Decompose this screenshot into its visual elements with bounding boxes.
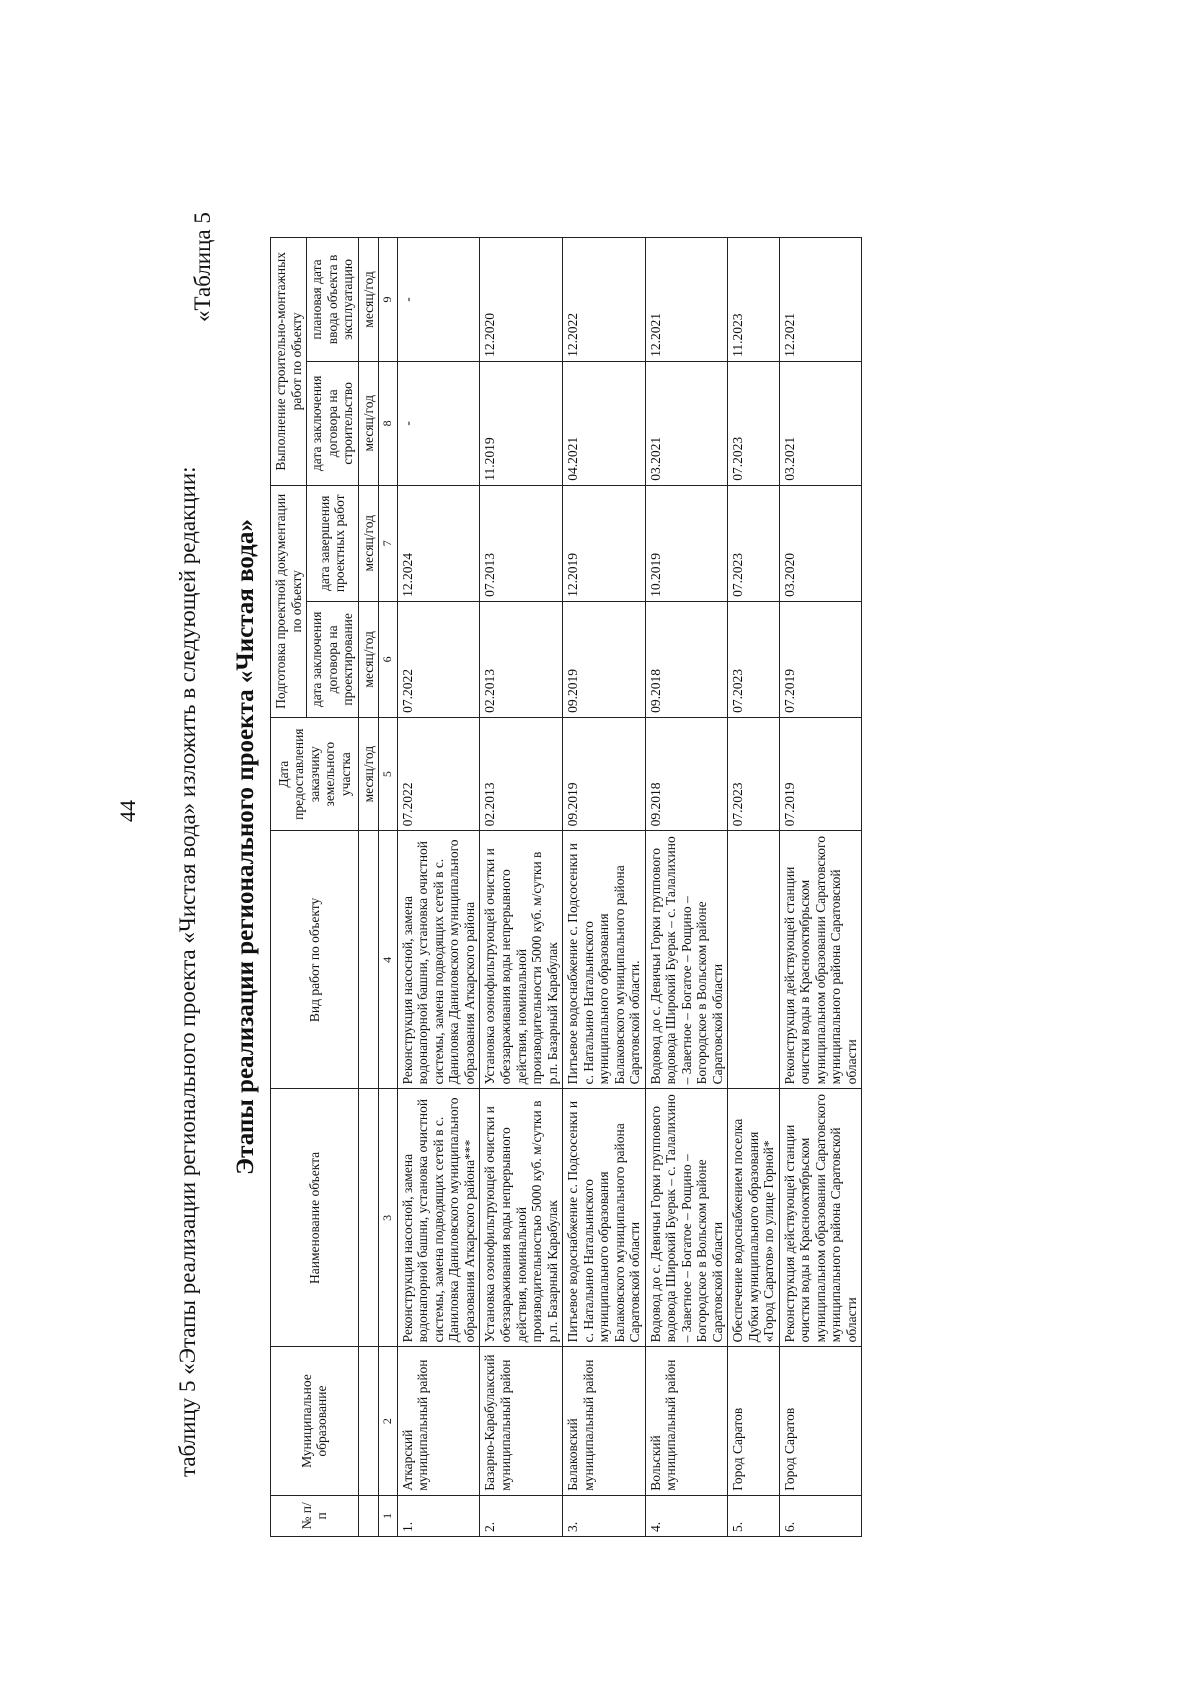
construction-contract-cell: 03.2021 [645, 361, 728, 485]
object-name-cell: Реконструкция насосной, замена водонапорной башни, установка очистной системы, замена подводящих сетей в с. Даниловка Даниловского муниципального образования Аткарского района*** [397, 1089, 480, 1347]
unit-cell: месяц/год [358, 361, 379, 485]
object-name-cell: Водовод до с. Девичьи Горки группового водовода Широкий Буерак – с. Талалихино – Заветное – Богатое – Рощино – Богородское в Вольском районе Саратовской области [645, 1089, 728, 1347]
work-type-cell: Реконструкция действующей станции очистки воды в Краснооктябрьском муниципальном образовании Саратовского муниципального района Саратовской области [779, 831, 862, 1089]
work-type-cell: Установка озонофильтрующей очистки и обеззараживания воды непрерывного действия, номинальной производительности 5000 куб. м/сутки в р.п. Базарный Карабулак [480, 831, 563, 1089]
object-name-cell: Установка озонофильтрующей очистки и обеззараживания воды непрерывного действия, номинальной производительностью 5000 куб. м/сутки в р.п. Базарный Карабулак [480, 1089, 563, 1347]
column-number: 5 [379, 717, 398, 831]
table-row [563, 238, 646, 1537]
land-date-cell: 09.2018 [645, 717, 728, 831]
design-contract-cell: 09.2018 [645, 601, 728, 717]
table-row [645, 238, 728, 1537]
stages-table [270, 237, 862, 1537]
municipality-cell: Базарно-Карабулакский муниципальный район [480, 1347, 563, 1495]
header-land-date: Дата предоставления заказчику земельного участка [271, 717, 359, 831]
unit-cell-empty [358, 831, 379, 1089]
header-num: № п/п [271, 1495, 359, 1536]
design-contract-cell: 07.2019 [779, 601, 862, 717]
commissioning-cell: 12.2021 [645, 238, 728, 362]
header-units-row [358, 238, 379, 1537]
design-complete-cell: 12.2019 [563, 485, 646, 601]
municipality-cell: Балаковский муниципальный район [563, 1347, 646, 1495]
unit-cell-empty [358, 1495, 379, 1536]
work-type-cell: Реконструкция насосной, замена водонапорной башни, установка очистной системы, замена подводящих сетей в с. Даниловка Даниловского муниципального образования Аткарского района [397, 831, 480, 1089]
column-number: 6 [379, 601, 398, 717]
header-design-group: Подготовка проектной документации по объекту [271, 485, 307, 717]
header-design-complete: дата завершения проектных работ [307, 485, 359, 601]
municipality-cell: Город Саратов [779, 1347, 862, 1495]
design-complete-cell: 07.2013 [480, 485, 563, 601]
column-number: 2 [379, 1347, 398, 1495]
design-complete-cell: 03.2020 [779, 485, 862, 601]
table-row [397, 238, 480, 1537]
intro-text: таблицу 5 «Этапы реализации регионального проекта «Чистая вода» изложить в следующей редакции: [175, 466, 200, 1477]
unit-cell: месяц/год [358, 717, 379, 831]
land-date-cell: 07.2023 [728, 717, 780, 831]
column-number: 7 [379, 485, 398, 601]
object-name-cell: Реконструкция действующей станции очистки воды в Краснооктябрьском муниципальном образовании Саратовского муниципального района Саратовской области [779, 1089, 862, 1347]
header-construction-contract: дата заключения договора на строительство [307, 361, 359, 485]
column-number: 4 [379, 831, 398, 1089]
land-date-cell: 02.2013 [480, 717, 563, 831]
header-row-1 [271, 238, 307, 1537]
design-complete-cell: 12.2024 [397, 485, 480, 601]
column-number: 9 [379, 238, 398, 362]
commissioning-cell: - [397, 238, 480, 362]
column-number: 3 [379, 1089, 398, 1347]
commissioning-cell: 12.2021 [779, 238, 862, 362]
header-object-name: Наименование объекта [271, 1089, 359, 1347]
construction-contract-cell: 03.2021 [779, 361, 862, 485]
land-date-cell: 07.2022 [397, 717, 480, 831]
unit-cell: месяц/год [358, 601, 379, 717]
header-construction-group: Выполнение строительно-монтажных работ по объекту [271, 238, 307, 486]
object-name-cell: Обеспечение водоснабжением поселка Дубки муниципального образования «Город Саратов» по улице Горной* [728, 1089, 780, 1347]
column-numbers-row [379, 238, 398, 1537]
unit-cell-empty [358, 1347, 379, 1495]
table-row [728, 238, 780, 1537]
design-complete-cell: 10.2019 [645, 485, 728, 601]
commissioning-cell: 12.2020 [480, 238, 563, 362]
unit-cell-empty [358, 1089, 379, 1347]
construction-contract-cell: - [397, 361, 480, 485]
land-date-cell: 07.2019 [779, 717, 862, 831]
municipality-cell: Город Саратов [728, 1347, 780, 1495]
row-number: 4. [645, 1495, 728, 1536]
row-number: 6. [779, 1495, 862, 1536]
unit-cell: месяц/год [358, 238, 379, 362]
work-type-cell: Питьевое водоснабжение с. Подсосенки и с. Натальино Натальинского муниципального образования Балаковского муниципального района Саратовской области. [563, 831, 646, 1089]
page-number: 44 [115, 800, 140, 822]
table-title: Этапы реализации регионального проекта «Чистая вода» [232, 519, 259, 1175]
table-reference: «Таблица 5 [190, 212, 215, 322]
row-number: 3. [563, 1495, 646, 1536]
work-type-cell [728, 831, 780, 1089]
design-contract-cell: 07.2023 [728, 601, 780, 717]
row-number: 1. [397, 1495, 480, 1536]
column-number: 8 [379, 361, 398, 485]
design-complete-cell: 07.2023 [728, 485, 780, 601]
design-contract-cell: 02.2013 [480, 601, 563, 717]
design-contract-cell: 09.2019 [563, 601, 646, 717]
row-number: 5. [728, 1495, 780, 1536]
header-design-contract: дата заключения договора на проектирование [307, 601, 359, 717]
commissioning-cell: 12.2022 [563, 238, 646, 362]
row-number: 2. [480, 1495, 563, 1536]
column-number: 1 [379, 1495, 398, 1536]
land-date-cell: 09.2019 [563, 717, 646, 831]
construction-contract-cell: 07.2023 [728, 361, 780, 485]
unit-cell: месяц/год [358, 485, 379, 601]
table-row [779, 238, 862, 1537]
object-name-cell: Питьевое водоснабжение с. Подсосенки и с. Натальино Натальинского муниципального образования Балаковского муниципального района Саратовской области [563, 1089, 646, 1347]
design-contract-cell: 07.2022 [397, 601, 480, 717]
header-municipality: Муниципальное образование [271, 1347, 359, 1495]
header-work-type: Вид работ по объекту [271, 831, 359, 1089]
construction-contract-cell: 04.2021 [563, 361, 646, 485]
table-row [480, 238, 563, 1537]
commissioning-cell: 11.2023 [728, 238, 780, 362]
header-commissioning: плановая дата ввода объекта в эксплуатацию [307, 238, 359, 362]
municipality-cell: Аткарский муниципальный район [397, 1347, 480, 1495]
municipality-cell: Вольский муниципальный район [645, 1347, 728, 1495]
construction-contract-cell: 11.2019 [480, 361, 563, 485]
work-type-cell: Водовод до с. Девичьи Горки группового водовода Широкий Буерак – с. Талалихино – Заветное – Богатое – Рощино – Богородское в Вольском районе Саратовской области [645, 831, 728, 1089]
